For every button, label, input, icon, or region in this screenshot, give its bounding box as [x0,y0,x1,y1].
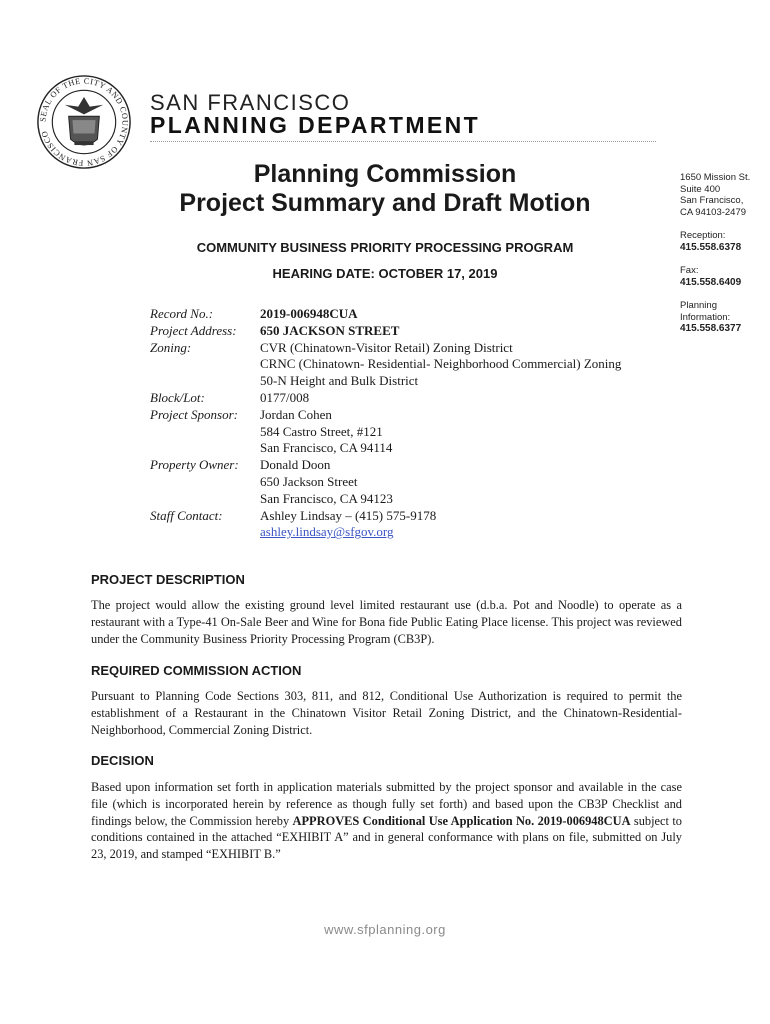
fax-contact [680,265,741,288]
document-title-line1: Planning Commission [253,160,517,188]
zoning-label: Zoning: [150,339,192,355]
record-row [150,323,660,340]
decision-text [91,779,682,863]
fax-phone: 415.558.6409 [680,276,742,288]
project-description-heading: PROJECT DESCRIPTION [91,572,245,587]
footer-url: www.sfplanning.org [324,922,446,937]
fax-label: Fax: [680,265,699,276]
planning-label: Information: [680,311,731,323]
program-name: COMMUNITY BUSINESS PRIORITY PROCESSING PROGRAM [196,240,574,255]
sponsor-label: Project Sponsor: [150,406,238,422]
address-line: Suite 400 [680,183,721,195]
owner-line: Donald Doon [260,457,331,473]
org-name-line1: SAN FRANCISCO [150,90,351,115]
reception-phone: 415.558.6378 [680,241,742,253]
record-row [150,457,660,507]
org-name-line2: PLANNING DEPARTMENT [150,112,481,138]
reception-label: Reception: [680,230,726,241]
record-row [150,407,660,457]
office-address [680,172,750,218]
zoning-line: CRNC (Chinatown- Residential- Neighborhood Commercial) Zoning [260,356,622,372]
decision-approval-statement: APPROVES Conditional Use Application No. 2019-006948CUA [292,813,631,828]
hearing-date: HEARING DATE: OCTOBER 17, 2019 [272,266,498,281]
sponsor-line: San Francisco, CA 94114 [260,440,393,456]
sponsor-line: 584 Castro Street, #121 [260,423,383,439]
zoning-line: 50-N Height and Bulk District [260,373,419,389]
record-row [150,508,660,542]
required-action-text: Pursuant to Planning Code Sections 303, 811, and 812, Conditional Use Authorization is required to permit the establishment of a Restaurant in the Chinatown Visitor Retail Zoning District, and the Chinatown-Residential-Neighborhood, Commercial Zoning District. [91,689,682,737]
block-lot-label: Block/Lot: [150,389,205,405]
owner-line: San Francisco, CA 94123 [260,490,393,506]
project-description-text: The project would allow the existing ground level limited restaurant use (d.b.a. Pot and Noodle) to operate as a restaurant with a Type-41 On-Sale Beer and Wine for Bona fide Public Eating Place license. This project was reviewed under the Community Business Priority Processing Program (CB3P). [91,598,682,646]
sponsor-line: Jordan Cohen [260,406,332,422]
staff-name-phone: Ashley Lindsay – (415) 575-9178 [260,507,437,523]
planning-phone: 415.558.6377 [680,323,742,334]
zoning-line: CVR (Chinatown-Visitor Retail) Zoning District [260,339,513,355]
staff-value [260,508,660,542]
decision-heading: DECISION [91,753,154,768]
seal-ring-text: SEAL OF THE CITY AND COUNTY OF SAN FRANCISCO [38,76,130,168]
planning-label: Planning [680,300,717,311]
address-line: San Francisco, [680,195,744,206]
record-row [150,306,660,323]
record-no-value: 2019-006948CUA [260,306,358,321]
owner-value [260,457,660,507]
address-label: Project Address: [150,322,237,338]
owner-line: 650 Jackson Street [260,473,358,489]
address-value: 650 JACKSON STREET [260,322,400,338]
staff-label: Staff Contact: [150,507,223,523]
record-row [150,340,660,390]
planning-info-contact [680,300,741,335]
reception-contact [680,230,741,253]
owner-label: Property Owner: [150,457,239,473]
address-line: CA 94103-2479 [680,206,747,218]
record-no-label: Record No.: [150,306,214,321]
city-seal-logo [36,74,132,170]
decision-text-part2: subject to conditions contained in the attached “EXHIBIT A” and in general conformance with plans on file, submitted on July 23, 2019, and stamped “EXHIBIT B.” [91,813,683,862]
zoning-value [260,340,660,390]
record-details [150,306,660,541]
sponsor-value [260,407,660,457]
record-row [150,390,660,407]
document-title-line2: Project Summary and Draft Motion [179,189,591,217]
required-action-heading: REQUIRED COMMISSION ACTION [91,663,302,678]
staff-email-link[interactable]: ashley.lindsay@sfgov.org [260,524,394,540]
decision-text-part1: Based upon information set forth in application materials submitted by the project sponsor and available in the case file (which is incorporated herein by reference as though fully set forth) and based upon the CB3P Checklist and findings below, the Commission hereby [91,780,682,828]
block-lot-value: 0177/008 [260,389,310,405]
address-line: 1650 Mission St. [680,172,751,183]
header-divider [150,141,656,142]
